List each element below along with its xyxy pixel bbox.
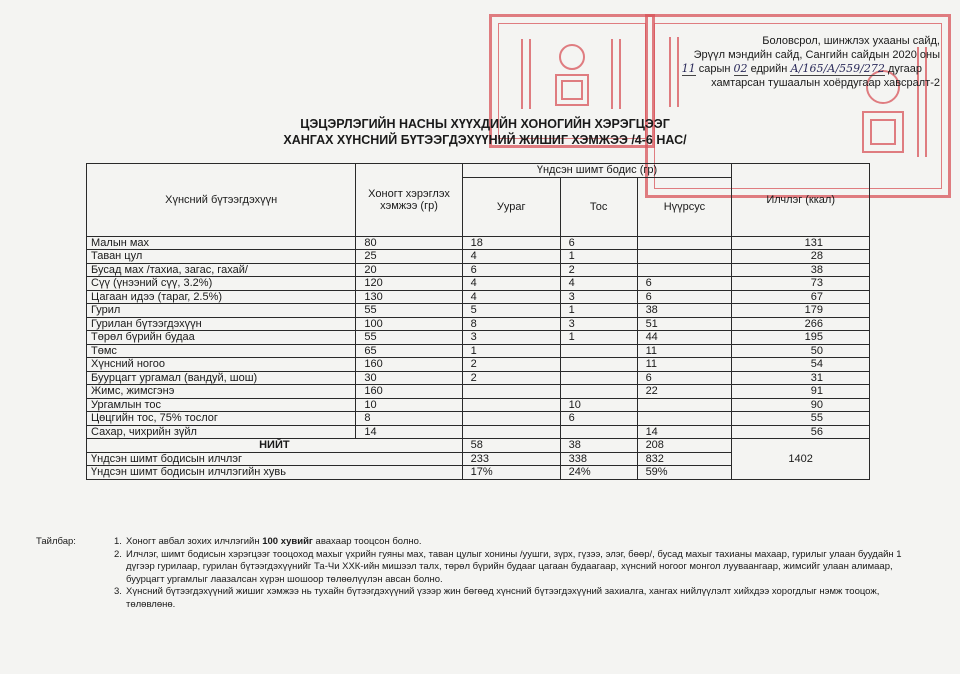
cell-protein: 6 [462, 263, 560, 277]
ref-day-word: едрийн [750, 63, 788, 75]
cell-protein [462, 425, 560, 439]
cell-carbs [637, 263, 732, 277]
total-carbs: 208 [637, 439, 732, 453]
cell-product: Малын мах [87, 236, 356, 250]
cell-carbs: 38 [637, 304, 732, 318]
cell-kcal: 179 [732, 304, 870, 318]
title-line-2: ХАНГАХ ХҮНСНИЙ БҮТЭЭГДЭХҮҮНИЙ ЖИШИГ ХЭМЖЭЭ /4-6 НАС/ [283, 133, 687, 147]
percent-protein: 17% [462, 466, 560, 480]
cell-kcal: 73 [732, 277, 870, 291]
header-product: Хүнсний бүтээгдэхүүн [87, 164, 356, 237]
cell-kcal: 67 [732, 290, 870, 304]
document-title [220, 116, 750, 148]
cell-product: Гурилан бүтээгдэхүүн [87, 317, 356, 331]
cell-amount: 8 [356, 412, 462, 426]
ref-day: 02 [733, 62, 748, 75]
cell-carbs: 11 [637, 344, 732, 358]
cell-amount: 100 [356, 317, 462, 331]
table-row [87, 263, 870, 277]
cell-product: Хүнсний ногоо [87, 358, 356, 372]
cell-kcal: 38 [732, 263, 870, 277]
table-row [87, 358, 870, 372]
table-row [87, 371, 870, 385]
table-row [87, 344, 870, 358]
cell-protein [462, 412, 560, 426]
energy-protein: 233 [462, 452, 560, 466]
ref-line-2: Эрүүл мэндийн сайд, Сангийн сайдын 2020 оны [693, 49, 940, 61]
cell-product: Сахар, чихрийн зүйл [87, 425, 356, 439]
total-protein: 58 [462, 439, 560, 453]
energy-fat: 338 [560, 452, 637, 466]
cell-kcal: 131 [732, 236, 870, 250]
cell-fat [560, 385, 637, 399]
table-row [87, 250, 870, 264]
cell-carbs [637, 250, 732, 264]
cell-carbs: 44 [637, 331, 732, 345]
cell-amount: 120 [356, 277, 462, 291]
cell-carbs: 11 [637, 358, 732, 372]
cell-product: Төрөл бүрийн будаа [87, 331, 356, 345]
cell-kcal: 31 [732, 371, 870, 385]
header-energy: Илчлэг (ккал) [732, 164, 870, 237]
cell-fat [560, 358, 637, 372]
cell-protein [462, 398, 560, 412]
notes-label: Тайлбар: [36, 536, 76, 547]
note-item [36, 536, 916, 549]
cell-protein: 8 [462, 317, 560, 331]
ref-month-word: сарын [698, 63, 731, 75]
cell-kcal: 28 [732, 250, 870, 264]
cell-fat: 3 [560, 317, 637, 331]
cell-kcal: 55 [732, 412, 870, 426]
cell-carbs: 6 [637, 277, 732, 291]
cell-fat [560, 344, 637, 358]
energy-carbs: 832 [637, 452, 732, 466]
cell-kcal: 195 [732, 331, 870, 345]
cell-product: Гурил [87, 304, 356, 318]
cell-fat [560, 371, 637, 385]
cell-fat: 10 [560, 398, 637, 412]
note-text: Хоногт авбал зохих илчлэгийн 100 хувийг авахаар тооцсон болно. [126, 536, 422, 547]
cell-protein [462, 385, 560, 399]
table-row [87, 304, 870, 318]
note-number: 1. [114, 536, 122, 547]
cell-product: Цөцгийн тос, 75% тослог [87, 412, 356, 426]
cell-fat: 1 [560, 250, 637, 264]
total-row [87, 439, 870, 453]
table-row [87, 398, 870, 412]
table-row [87, 277, 870, 291]
cell-amount: 80 [356, 236, 462, 250]
title-line-1: ЦЭЦЭРЛЭГИЙН НАСНЫ ХҮҮХДИЙН ХОНОГИЙН ХЭРЭГЦЭЭГ [300, 117, 670, 131]
cell-fat: 3 [560, 290, 637, 304]
cell-protein: 4 [462, 277, 560, 291]
ref-number-word: дугаар [887, 63, 922, 75]
cell-protein: 18 [462, 236, 560, 250]
cell-product: Бусад мах /тахиа, загас, гахай/ [87, 263, 356, 277]
header-carbs: Нүүрсус [637, 177, 732, 236]
cell-amount: 25 [356, 250, 462, 264]
cell-protein: 2 [462, 371, 560, 385]
cell-carbs: 22 [637, 385, 732, 399]
cell-product: Цагаан идээ (тараг, 2.5%) [87, 290, 356, 304]
cell-carbs [637, 236, 732, 250]
header-protein: Уураг [462, 177, 560, 236]
table-row [87, 385, 870, 399]
order-reference [560, 34, 940, 90]
header-fat: Тос [560, 177, 637, 236]
ref-line-4: хамтарсан тушаалын хоёрдугаар хавсралт-2 [711, 77, 940, 89]
cell-fat: 6 [560, 236, 637, 250]
cell-fat: 1 [560, 304, 637, 318]
cell-amount: 55 [356, 304, 462, 318]
cell-fat [560, 425, 637, 439]
cell-protein: 3 [462, 331, 560, 345]
cell-protein: 4 [462, 250, 560, 264]
table-body [87, 236, 870, 439]
cell-fat: 1 [560, 331, 637, 345]
cell-amount: 160 [356, 385, 462, 399]
total-kcal: 1402 [732, 439, 870, 480]
ref-line-3 [560, 62, 940, 76]
cell-product: Жимс, жимсгэнэ [87, 385, 356, 399]
note-text: Илчлэг, шимт бодисын хэрэгцээг тооцоход махыг үхрийн гуяны мах, таван цулыг хонины /уушги, зүрх, гүзээ, элэг, бөөр/, бусад махыг тахианы махаар, гурилыг улаан буудайн 1 дүгээр гурилаар, гурилан бүтээгдэхүүнийг Та-Чи ХХК-ийн мишээл талх, төрөл бүрийн будааг цагаан будаагаар, хүнсний ногоог монгол лууваангаар, жимсийг улаан алимаар, буурцагт ургамлыг лаазалсан хүрэн шошоор төлөөлүүлэн авсан болно. [126, 548, 902, 585]
note-number: 2. [114, 548, 122, 560]
table-row [87, 290, 870, 304]
cell-kcal: 91 [732, 385, 870, 399]
cell-carbs [637, 412, 732, 426]
cell-product: Таван цул [87, 250, 356, 264]
cell-protein: 2 [462, 358, 560, 372]
cell-amount: 130 [356, 290, 462, 304]
percent-carbs: 59% [637, 466, 732, 480]
cell-protein: 1 [462, 344, 560, 358]
table-row [87, 331, 870, 345]
cell-carbs: 6 [637, 371, 732, 385]
ref-number: А/165/А/559/272 [790, 62, 885, 75]
cell-kcal: 56 [732, 425, 870, 439]
cell-carbs: 14 [637, 425, 732, 439]
table-row [87, 317, 870, 331]
cell-kcal: 50 [732, 344, 870, 358]
header-amount: Хоногт хэрэглэх хэмжээ (гр) [356, 164, 462, 237]
note-item [36, 549, 916, 587]
energy-label: Үндсэн шимт бодисын илчлэг [87, 452, 463, 466]
cell-fat: 4 [560, 277, 637, 291]
cell-kcal: 266 [732, 317, 870, 331]
cell-amount: 160 [356, 358, 462, 372]
percent-fat: 24% [560, 466, 637, 480]
total-label: НИЙТ [87, 439, 463, 453]
cell-carbs [637, 398, 732, 412]
cell-fat: 6 [560, 412, 637, 426]
cell-product: Сүү (үнээний сүү, 3.2%) [87, 277, 356, 291]
cell-protein: 4 [462, 290, 560, 304]
note-number: 3. [114, 586, 122, 597]
cell-amount: 65 [356, 344, 462, 358]
cell-carbs: 6 [637, 290, 732, 304]
note-text: Хүнсний бүтээгдэхүүний жишиг хэмжээ нь тухайн бүтээгдэхүүний үзээр жин бөгөөд хүнсний бүтээгдэхүүний захиалга, хангах нийлүүлэлт хийхдээ хорогдлыг нэмж тооцож, төлөвлөнө. [126, 586, 880, 610]
cell-amount: 14 [356, 425, 462, 439]
cell-kcal: 54 [732, 358, 870, 372]
cell-fat: 2 [560, 263, 637, 277]
ref-month: 11 [681, 62, 696, 75]
cell-amount: 10 [356, 398, 462, 412]
footnotes [36, 536, 916, 611]
cell-amount: 20 [356, 263, 462, 277]
cell-product: Буурцагт ургамал (вандуй, шош) [87, 371, 356, 385]
cell-carbs: 51 [637, 317, 732, 331]
cell-product: Төмс [87, 344, 356, 358]
total-fat: 38 [560, 439, 637, 453]
table-row [87, 412, 870, 426]
note-item [36, 586, 916, 611]
table-row [87, 425, 870, 439]
cell-amount: 55 [356, 331, 462, 345]
percent-label: Үндсэн шимт бодисын илчлэгийн хувь [87, 466, 463, 480]
ref-line-1: Боловсрол, шинжлэх ухааны сайд, [762, 35, 940, 47]
cell-amount: 30 [356, 371, 462, 385]
food-norm-table [86, 163, 870, 480]
header-macros: Үндсэн шимт бодис (гр) [462, 164, 732, 178]
cell-product: Ургамлын тос [87, 398, 356, 412]
cell-kcal: 90 [732, 398, 870, 412]
cell-protein: 5 [462, 304, 560, 318]
table-row [87, 236, 870, 250]
